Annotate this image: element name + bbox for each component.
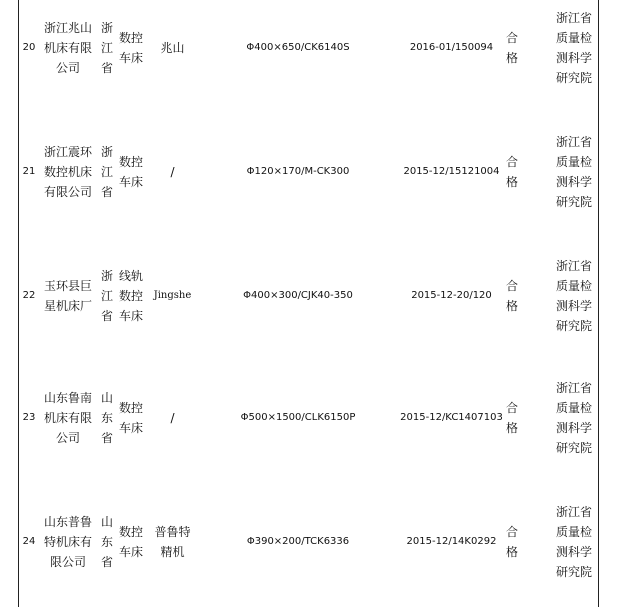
table-row xyxy=(19,234,598,358)
model-spec: Φ400×650/CK6140S xyxy=(246,42,350,53)
company-name: 山东鲁南 机床有限 公司 xyxy=(43,391,92,445)
model-spec: Φ400×300/CJK40-350 xyxy=(243,290,353,301)
province: 浙 江 省 xyxy=(100,145,113,199)
production-date-batch: 2015-12/15121004 xyxy=(403,166,500,177)
row-number: 24 xyxy=(22,536,36,547)
province: 浙 江 省 xyxy=(100,269,113,323)
product-name: 数控 车床 xyxy=(118,525,143,559)
test-result: 合 格 xyxy=(505,279,518,313)
production-date-batch: 2015-12-20/120 xyxy=(411,290,492,301)
model-spec: Φ390×200/TCK6336 xyxy=(246,536,350,547)
province: 山 东 省 xyxy=(100,515,113,569)
testing-agency: 浙江省 质量检 测科学 研究院 xyxy=(555,505,592,579)
table-row xyxy=(19,480,598,604)
brand: 兆山 xyxy=(160,41,185,55)
table-row xyxy=(19,0,598,110)
table-border-right xyxy=(598,0,599,607)
company-name: 玉环县巨 星机床厂 xyxy=(43,279,92,313)
test-result: 合 格 xyxy=(505,155,518,189)
production-date-batch: 2015-12/KC1407103 xyxy=(400,412,503,423)
row-number: 23 xyxy=(22,412,36,423)
production-date-batch: 2016-01/150094 xyxy=(409,42,494,53)
brand: / xyxy=(170,411,175,425)
production-date-batch: 2015-12/14K0292 xyxy=(406,536,497,547)
test-result: 合 格 xyxy=(505,525,518,559)
row-number: 21 xyxy=(22,166,36,177)
company-name: 山东普鲁 特机床有 限公司 xyxy=(43,515,92,569)
test-result: 合 格 xyxy=(505,31,518,65)
testing-agency: 浙江省 质量检 测科学 研究院 xyxy=(555,11,592,85)
table-row xyxy=(19,110,598,234)
table-row xyxy=(19,356,598,480)
model-spec: Φ120×170/M-CK300 xyxy=(246,166,350,177)
product-name: 线轨 数控 车床 xyxy=(118,269,143,323)
brand: Jingshe xyxy=(153,290,192,301)
company-name: 浙江兆山 机床有限 公司 xyxy=(43,21,92,75)
row-number: 22 xyxy=(22,290,36,301)
brand: 普鲁特 精机 xyxy=(154,525,191,559)
product-name: 数控 车床 xyxy=(118,401,143,435)
row-number: 20 xyxy=(22,42,36,53)
product-name: 数控 车床 xyxy=(118,31,143,65)
testing-agency: 浙江省 质量检 测科学 研究院 xyxy=(555,381,592,455)
model-spec: Φ500×1500/CLK6150P xyxy=(240,412,356,423)
brand: / xyxy=(170,165,175,179)
testing-agency: 浙江省 质量检 测科学 研究院 xyxy=(555,135,592,209)
province: 山 东 省 xyxy=(100,391,113,445)
province: 浙 江 省 xyxy=(100,21,113,75)
company-name: 浙江震环 数控机床 有限公司 xyxy=(43,145,92,199)
testing-agency: 浙江省 质量检 测科学 研究院 xyxy=(555,259,592,333)
product-name: 数控 车床 xyxy=(118,155,143,189)
test-result: 合 格 xyxy=(505,401,518,435)
